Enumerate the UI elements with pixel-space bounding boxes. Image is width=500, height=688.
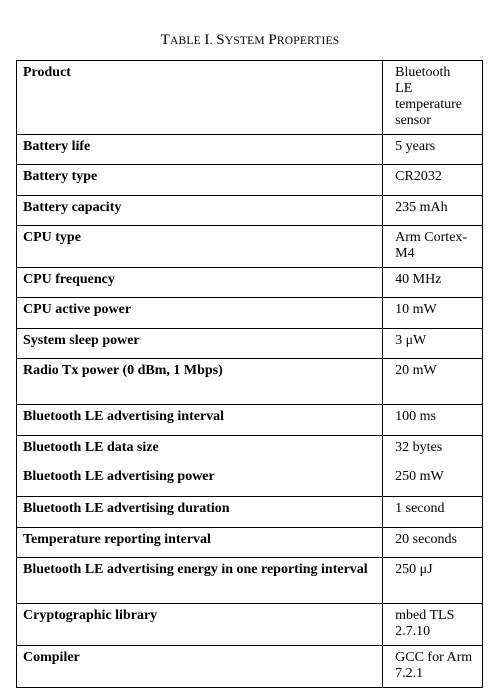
table-row [17, 165, 483, 196]
value-cell: 3 μW [383, 329, 483, 359]
property-cell: CPU frequency [17, 268, 383, 298]
value-cell: 20 seconds [383, 528, 483, 558]
table-row [17, 135, 483, 165]
value-cell: 100 ms [383, 405, 483, 436]
value-cell: GCC for Arm 7.2.1 [383, 646, 483, 688]
value-cell: Arm Cortex-M4 [383, 226, 483, 268]
property-cell: CPU active power [17, 298, 383, 329]
property-cell: Battery life [17, 135, 383, 165]
table-row [17, 359, 483, 405]
value-cell: 5 years [383, 135, 483, 165]
property-cell: Battery capacity [17, 196, 383, 226]
property-line: Bluetooth LE advertising power [23, 469, 215, 484]
table-row [17, 558, 483, 604]
table-caption [0, 32, 500, 49]
value-cell: mbed TLS 2.7.10 [383, 604, 483, 646]
value-cell: 40 MHz [383, 268, 483, 298]
table-number: TABLE I. [160, 32, 213, 48]
property-cell: Battery type [17, 165, 383, 196]
table-row [17, 298, 483, 329]
table-row [17, 329, 483, 359]
table-row [17, 226, 483, 268]
value-cell: 235 mAh [383, 196, 483, 226]
table-row [17, 61, 483, 135]
value-line: 250 mW [395, 469, 444, 484]
table-row [17, 604, 483, 646]
property-cell: Compiler [17, 646, 383, 688]
value-cell: Bluetooth LE temperature sensor [383, 61, 483, 135]
table-row [17, 528, 483, 558]
property-cell: Cryptographic library [17, 604, 383, 646]
value-cell [383, 436, 483, 497]
property-cell: CPU type [17, 226, 383, 268]
property-cell: Radio Tx power (0 dBm, 1 Mbps) [17, 359, 383, 405]
value-cell: 20 mW [383, 359, 483, 405]
property-cell: Bluetooth LE advertising energy in one reporting interval [17, 558, 383, 604]
property-cell: Temperature reporting interval [17, 528, 383, 558]
value-cell: 250 μJ [383, 558, 483, 604]
value-cell: 1 second [383, 497, 483, 528]
value-cell: 10 mW [383, 298, 483, 329]
table-row [17, 196, 483, 226]
table-row [17, 646, 483, 688]
table-row [17, 268, 483, 298]
property-cell: Product [17, 61, 383, 135]
property-cell: Bluetooth LE advertising duration [17, 497, 383, 528]
property-line: Bluetooth LE data size [23, 440, 159, 455]
property-cell: Bluetooth LE advertising interval [17, 405, 383, 436]
table-row [17, 497, 483, 528]
property-cell: System sleep power [17, 329, 383, 359]
value-cell: CR2032 [383, 165, 483, 196]
value-line: 32 bytes [395, 440, 443, 455]
property-cell [17, 436, 383, 497]
table-title: SYSTEM PROPERTIES [216, 32, 340, 48]
system-properties-table [16, 60, 483, 688]
table-row [17, 405, 483, 436]
table-row [17, 436, 483, 497]
